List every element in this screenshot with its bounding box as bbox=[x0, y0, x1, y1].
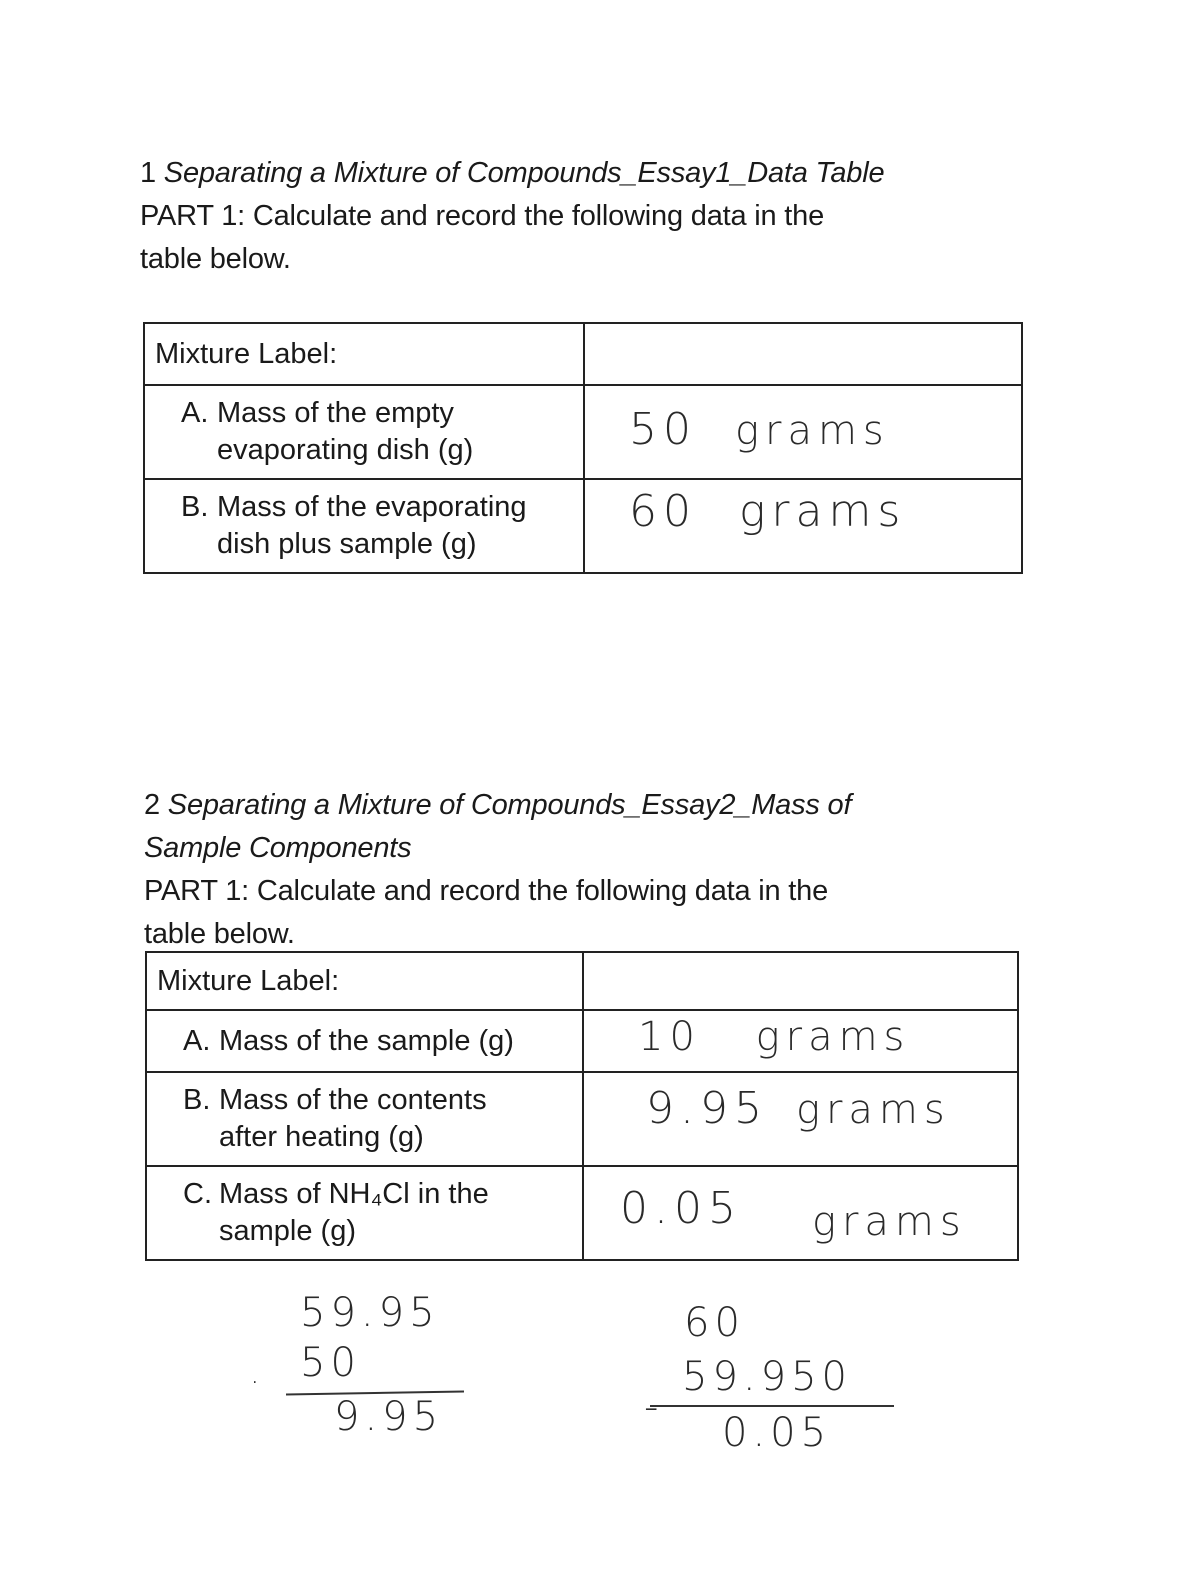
section2-title-line2: Sample Components bbox=[144, 832, 412, 864]
mixture-label-cell bbox=[144, 323, 584, 385]
row-a-label-line1: Mass of the sample (g) bbox=[219, 1024, 514, 1057]
row-c-label-line2: sample (g) bbox=[219, 1215, 356, 1247]
section1-number: 1 bbox=[140, 157, 156, 189]
section1-heading bbox=[140, 152, 1040, 281]
row-a-label-line1: Mass of the empty bbox=[217, 397, 454, 429]
row-c-value-unit: grams bbox=[811, 1198, 967, 1245]
row-b-value-number: 60 bbox=[629, 485, 697, 537]
row-b-value-number: 9.95 bbox=[646, 1082, 768, 1134]
row-a-value-unit: grams bbox=[735, 407, 890, 454]
row-b-letter: B. bbox=[183, 1084, 211, 1116]
calc-right-underline bbox=[650, 1405, 894, 1407]
row-a-handwritten-value bbox=[584, 1014, 1017, 1060]
table-row bbox=[144, 323, 1022, 385]
row-a-label bbox=[183, 1023, 582, 1060]
row-b-value-unit: grams bbox=[795, 1086, 951, 1133]
section1-instruction-line1: PART 1: Calculate and record the following data in the bbox=[140, 200, 825, 232]
section2-title-line1-text: Separating a Mixture of Compounds_Essay2_Mass of bbox=[167, 789, 852, 821]
section2-number: 2 bbox=[144, 789, 160, 821]
calc-right-line1: 60 bbox=[684, 1300, 745, 1346]
calc-left-line2: 50 bbox=[300, 1340, 361, 1386]
row-a-label-line2: evaporating dish (g) bbox=[217, 434, 474, 466]
row-a-label bbox=[181, 395, 583, 469]
row-c-letter: C. bbox=[183, 1178, 212, 1210]
calc-left-line1: 59.95 bbox=[300, 1290, 440, 1336]
row-a-letter: A. bbox=[183, 1024, 211, 1057]
section1-instruction-line2: table below. bbox=[140, 243, 291, 275]
section1-title: Separating a Mixture of Compounds_Essay1_Data Table bbox=[163, 157, 885, 189]
row-c-label-cell bbox=[146, 1166, 583, 1260]
section2-data-table bbox=[145, 951, 1019, 1261]
table-row bbox=[144, 479, 1022, 573]
calc-right-operator: - bbox=[644, 1384, 664, 1430]
section2-title-line1 bbox=[144, 784, 1044, 827]
section1-title-line bbox=[140, 152, 1040, 195]
row-a-value-number: 50 bbox=[629, 403, 697, 455]
row-b-label-line2: after heating (g) bbox=[219, 1121, 424, 1153]
calc-left-result: 9.95 bbox=[334, 1394, 444, 1440]
row-a-label-cell bbox=[144, 385, 584, 479]
row-c-value-cell[interactable] bbox=[583, 1166, 1018, 1260]
mixture-label-value-cell[interactable] bbox=[584, 323, 1022, 385]
row-a-value-cell[interactable] bbox=[584, 385, 1022, 479]
section2-instruction-line1: PART 1: Calculate and record the following data in the bbox=[144, 875, 829, 907]
row-a-label-cell bbox=[146, 1010, 583, 1072]
row-a-value-number: 10 bbox=[638, 1014, 701, 1060]
row-b-label bbox=[181, 489, 583, 563]
mixture-label: Mixture Label: bbox=[157, 964, 340, 997]
table-row bbox=[146, 1010, 1018, 1072]
section2-instruction-line2: table below. bbox=[144, 918, 295, 950]
row-b-label bbox=[183, 1082, 582, 1156]
row-b-label-line1: Mass of the contents bbox=[219, 1084, 487, 1116]
row-b-label-cell bbox=[146, 1072, 583, 1166]
calc-left-operator: . bbox=[250, 1356, 265, 1391]
row-a-handwritten-value bbox=[585, 404, 1021, 455]
table-row bbox=[146, 952, 1018, 1010]
row-b-handwritten-value bbox=[584, 1083, 1017, 1134]
table-row bbox=[146, 1166, 1018, 1260]
section1-data-table bbox=[143, 322, 1023, 574]
row-c-value-number: 0.05 bbox=[620, 1182, 742, 1234]
section2-heading bbox=[144, 784, 1044, 956]
row-b-label-cell bbox=[144, 479, 584, 573]
row-c-label bbox=[183, 1176, 582, 1250]
mixture-label-cell bbox=[146, 952, 583, 1010]
table-row bbox=[146, 1072, 1018, 1166]
row-b-label-line2: dish plus sample (g) bbox=[217, 528, 477, 560]
mixture-label-value-cell[interactable] bbox=[583, 952, 1018, 1010]
calc-right-line2: 59.950 bbox=[682, 1354, 852, 1400]
row-b-value-unit: grams bbox=[739, 485, 907, 537]
calc-right-result: 0.05 bbox=[722, 1410, 832, 1456]
row-a-value-unit: grams bbox=[755, 1014, 911, 1060]
row-b-handwritten-value bbox=[585, 486, 1021, 537]
row-c-label-line1: Mass of NH₄Cl in the bbox=[219, 1178, 489, 1210]
row-b-value-cell[interactable] bbox=[584, 479, 1022, 573]
row-b-letter: B. bbox=[181, 491, 209, 523]
row-a-value-cell[interactable] bbox=[583, 1010, 1018, 1072]
row-b-value-cell[interactable] bbox=[583, 1072, 1018, 1166]
row-b-label-line1: Mass of the evaporating bbox=[217, 491, 527, 523]
row-c-handwritten-value bbox=[584, 1182, 1017, 1245]
mixture-label: Mixture Label: bbox=[155, 337, 338, 370]
row-a-letter: A. bbox=[181, 397, 209, 429]
table-row bbox=[144, 385, 1022, 479]
